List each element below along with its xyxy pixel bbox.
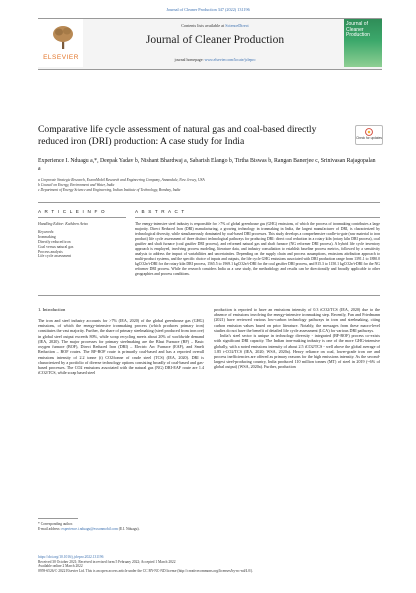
keyword: Directly reduced iron <box>38 239 71 244</box>
publisher-name: ELSEVIER <box>43 54 79 61</box>
check-updates-icon <box>365 128 373 136</box>
intro-paragraph: India’s steel sector is unique in technology diversity - integrated (BF-BOF) process co-exists with significant DRI capacity. The Indian iron-making industry is one of the more GHG-intensive globally, with a noted emissions intensity of about 2.5 tCO2/TCS - well above the global average of 1.85 t-CO2/TCS (IEA, 2020; WSA, 2020a). Heavy reliance on coal, lower-grade iron ore and process inefficiencies are offered as primary reasons for the high emissions intensity. As the second-largest steel-producing country, India produced 110 million tonnes (MT) of steel in 2019 (~6% of global output) (WSA, 2020a). Further, production <box>214 333 380 370</box>
affiliation-a: a Corporate Strategic Research, ExxonMobil Research and Engineering Company, Annandale, New Jersey, USA <box>38 178 205 182</box>
section-heading-introduction: 1. Introduction <box>38 307 66 312</box>
email-line: E-mail address: experience.i.nduagu@exxonmobil.com (E.I. Nduagu). <box>38 526 140 531</box>
divider-info <box>38 217 126 218</box>
license-line: 0959-6526/© 2022 Elsevier Ltd. This is an open access article under the CC BY-NC-ND license (http://creativecommons.org/licenses/by-nc-nd/4.0/). <box>38 568 254 573</box>
doi-link[interactable]: https://doi.org/10.1016/j.jclepro.2022.131196 <box>38 555 104 559</box>
corresponding-author: * Corresponding author. <box>38 522 73 526</box>
abstract-heading: A B S T R A C T <box>135 209 186 214</box>
article-meta <box>38 555 380 573</box>
author-list: Experience I. Nduagu a,*, Deepak Yadav b, Nishant Bhardwaj a, Sabarish Elango b, Tirtha Biswas b, Rangan Banerjee c, Srinivasan Rajagopalan a <box>38 158 376 173</box>
check-updates-button[interactable] <box>355 125 383 145</box>
intro-paragraph: production is reported to have an emissions intensity of 0.3 tCO2/TCS (IEA, 2020) due to the absence of emissions involving the energy-intensive ironmaking step. Recently, Fan and Friedmann (2021) have reviewed various low-carbon technology pathways in iron and steelmaking, citing carbon emission values based on prior literature. Notably, the messages from these macro-level studies do not have the benefit of detailed life cycle assessment (LCA) for various DRI pathways. <box>214 307 380 333</box>
keyword: Ironmaking <box>38 234 56 239</box>
keyword: Life cycle assessment <box>38 254 72 259</box>
contents-line: Contents lists available at ScienceDirect <box>181 23 249 28</box>
intro-right-column <box>214 307 380 370</box>
intro-left-column: The iron and steel industry accounts for >7% (IEA, 2020) of the global greenhouse gas (GHG) emissions, of which the energy-intensive ironmaking process (which produces primary iron) constitutes the vast majority. Further, the share of primary steelmaking (steel produced from iron ore) in global steel output exceeds 80%, while scrap recycling meets about 20% of worldwide demand (IEA, 2020). The major processes for primary steelmaking are the Blast Furnace (BF) – Basic oxygen furnace (BOF), Direct Reduced Iron (DRI) – Electric Arc Furnace (EAF), and Smelt Reduction – BOF routes. The BF-BOF route is primarily coal-based and has a reported overall emissions intensity of 2.2 tonne (t) CO2/tonne of crude steel (TCS) (IEA, 2020). DRI is characterized by a portfolio of diverse technology options consisting broadly of coal-based and gas-based processes. The CO2 emissions associated with the natural gas (NG) DRI-EAF route are 1.4 tCO2/TCS, while scrap based steel <box>38 318 205 376</box>
sciencedirect-link[interactable]: ScienceDirect <box>225 23 249 28</box>
affiliations <box>38 178 378 193</box>
keywords-label: Keywords: <box>38 229 55 234</box>
divider-abstract <box>135 217 380 218</box>
cover-title: Journal of Cleaner Production <box>346 21 370 39</box>
affiliation-b: b Council on Energy, Environment and Water, India <box>38 183 115 187</box>
keywords-block <box>38 222 128 259</box>
journal-citation <box>0 7 416 12</box>
elsevier-tree-icon <box>52 24 74 50</box>
keyword: Coal versus natural gas <box>38 244 74 249</box>
divider-top <box>38 202 380 203</box>
footnote <box>38 522 208 531</box>
divider-bottom <box>38 295 380 296</box>
affiliation-c: c Department of Energy Science and Engineering, Indian Institute of Technology, Bombay, India <box>38 188 181 192</box>
check-updates-label: Check for updates <box>356 136 382 140</box>
article-info-heading: A R T I C L E I N F O <box>38 209 106 214</box>
author-email-link[interactable]: experience.i.nduagu@exxonmobil.com <box>61 526 118 531</box>
journal-name: Journal of Cleaner Production <box>145 34 285 46</box>
journal-citation-link[interactable]: Journal of Cleaner Production 347 (2022) 131196 <box>166 7 250 12</box>
homepage-line: journal homepage: www.elsevier.com/locate/jclepro <box>174 58 256 62</box>
available-online: Available online 2 March 2022 <box>38 564 83 568</box>
footnote-rule <box>38 518 78 519</box>
abstract-text: The energy-intensive steel industry is responsible for >7% of global greenhouse gas (GHG) emissions, of which the process of ironmaking contributes a large majority. Direct Reduced Iron (DRI) manufacturing, a growing technology in ironmaking in India, the largest manufacturer of DRI, is characterized by technological diversity, while simultaneously dominated by coal-based DRI processes. This study develops a comprehensive cradle-to-gate (raw material to iron product) life cycle assessment of three distinct technological pathways for producing DRI: direct coal reduction in a rotary kiln (rotary kiln DRI process), coal gasifier and shaft furnace (coal gasifier DRI process), and reformed natural gas and shaft furnace (NG reformer DRI process). A hybrid life cycle inventory approach is employed, involving process modeling, literature data, and industry consultation to establish baseline process metrics, followed by a sensitivity analysis to address the impact of variabilities and uncertainties. Depending on the supply chain and process assumptions, emissions attribution approach to multi-product systems, and the specific choice of inputs and outputs, the life cycle GHG emissions associated with DRI production range from 1391.1 to 1880.0 kgCO2e/t-DRI for the rotary kiln DRI process, 1565.5 to 1969.1 kgCO2e/t-DRI for the coal gasifier DRI process, and 815.3 to 1150.1 kgCO2e/t-DRI for the NG reformer DRI process. While the research considers India as a case study, the methodology and results can be directionally and broadly applicable to other geographies and process conditions. <box>135 222 380 276</box>
homepage-link[interactable]: www.elsevier.com/locate/jclepro <box>204 58 256 62</box>
keyword: Process analysis <box>38 249 63 254</box>
handling-editor: Handling Editor: Kathleen Aviso <box>38 222 89 226</box>
article-title: Comparative life cycle assessment of natural gas and coal-based directly reduced iron (DRI) production: A case study for India <box>38 124 317 148</box>
received-dates: Received 30 October 2021; Received in revised form 5 February 2022; Accepted 1 March 2022 <box>38 559 176 564</box>
